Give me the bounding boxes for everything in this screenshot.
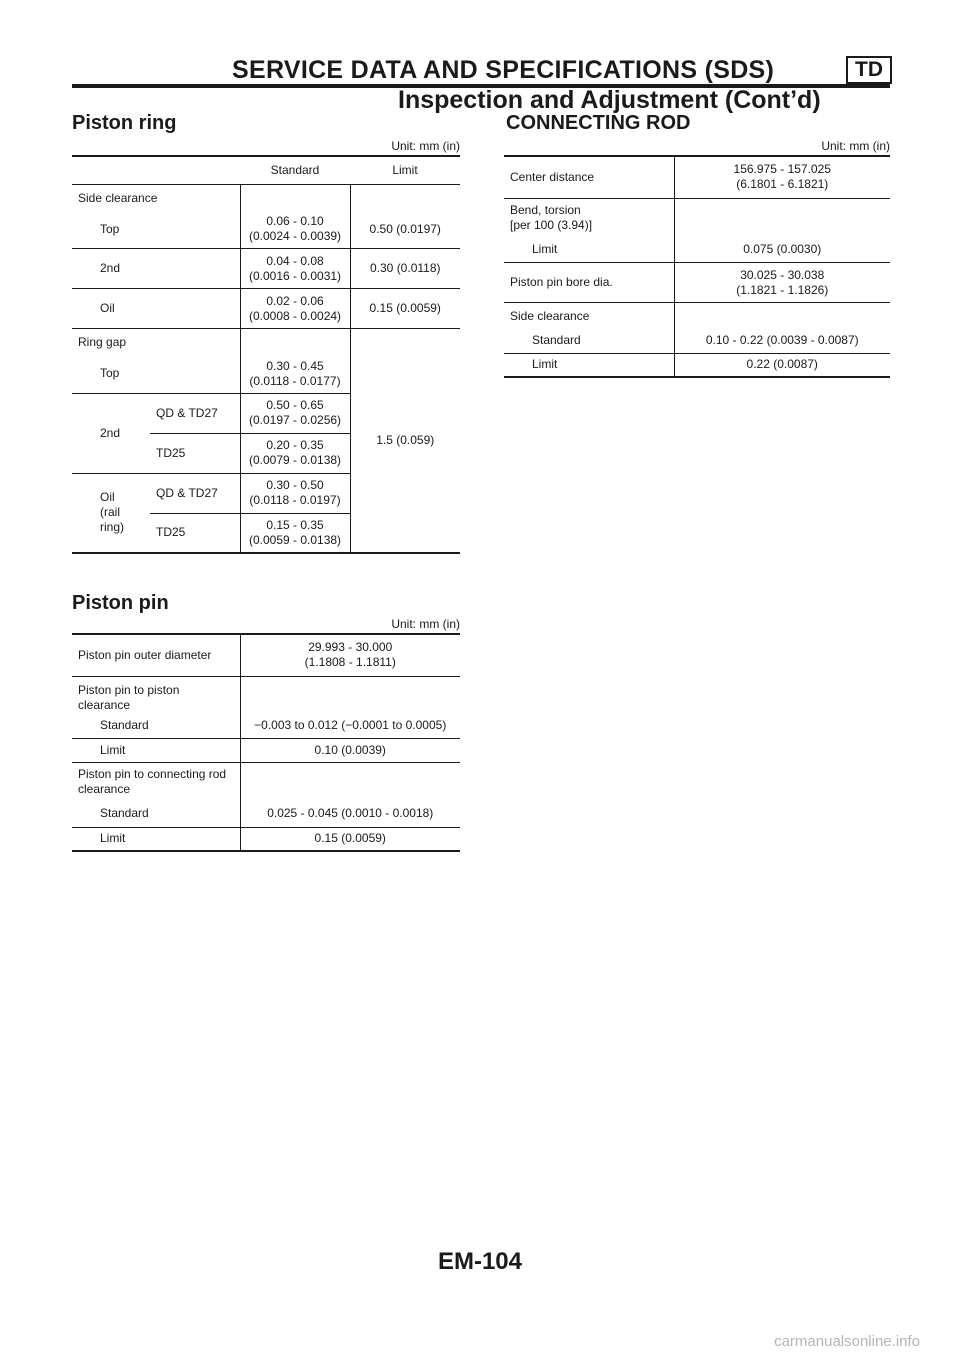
- side-top-limit: 0.50 (0.0197): [350, 211, 460, 249]
- gap-top-standard: 0.30 - 0.45 (0.0118 - 0.0177): [240, 355, 350, 393]
- side-oil-standard: 0.02 - 0.06 (0.0008 - 0.0024): [240, 289, 350, 329]
- bend-limit-label: Limit: [504, 237, 674, 263]
- col-standard: Standard: [240, 156, 350, 184]
- page-header-title: SERVICE DATA AND SPECIFICATIONS (SDS): [232, 56, 775, 84]
- gap-2nd-qd-label: QD & TD27: [150, 393, 240, 433]
- connecting-rod-table: [504, 155, 890, 378]
- pin-to-rod-limit-label: Limit: [72, 827, 240, 851]
- ring-gap-label: Ring gap: [78, 335, 127, 349]
- gap-top-label: Top: [72, 355, 240, 393]
- page-subtitle: Inspection and Adjustment (Cont’d): [398, 86, 821, 114]
- side-clearance-label: Side clearance: [78, 190, 158, 205]
- pin-to-piston-standard-value: −0.003 to 0.012 (−0.0001 to 0.0005): [240, 713, 460, 739]
- header-blank: [72, 156, 240, 184]
- rod-side-limit-value: 0.22 (0.0087): [674, 353, 890, 377]
- piston-pin-title: Piston pin: [72, 592, 169, 614]
- gap-2nd-label: 2nd: [72, 393, 150, 473]
- connecting-rod-title: CONNECTING ROD: [506, 112, 691, 134]
- side-oil-limit: 0.15 (0.0059): [350, 289, 460, 329]
- pin-outer-dia-label: Piston pin outer diameter: [72, 634, 240, 676]
- watermark: carmanualsonline.info: [774, 1333, 920, 1350]
- pin-to-rod-standard-label: Standard: [72, 801, 240, 827]
- piston-pin-unit: Unit: mm (in): [391, 617, 460, 631]
- side-top-standard: 0.06 - 0.10 (0.0024 - 0.0039): [240, 211, 350, 249]
- connecting-rod-unit: Unit: mm (in): [821, 139, 890, 153]
- gap-oil-qd-label: QD & TD27: [150, 473, 240, 513]
- pin-to-piston-limit-value: 0.10 (0.0039): [240, 739, 460, 763]
- gap-oil-label: Oil (rail ring): [72, 473, 150, 553]
- center-distance-label: Center distance: [504, 156, 674, 198]
- piston-ring-unit: Unit: mm (in): [391, 139, 460, 153]
- gap-2nd-qd-standard: 0.50 - 0.65 (0.0197 - 0.0256): [240, 393, 350, 433]
- piston-ring-title: Piston ring: [72, 112, 177, 134]
- pin-to-piston-limit-label: Limit: [72, 739, 240, 763]
- side-2nd-label: 2nd: [72, 249, 240, 289]
- rod-side-limit-label: Limit: [504, 353, 674, 377]
- side-2nd-standard: 0.04 - 0.08 (0.0016 - 0.0031): [240, 249, 350, 289]
- piston-ring-table: [72, 155, 460, 554]
- pin-to-rod-standard-value: 0.025 - 0.045 (0.0010 - 0.0018): [240, 801, 460, 827]
- bend-torsion-label: Bend, torsion [per 100 (3.94)]: [510, 202, 593, 232]
- page-number: EM-104: [437, 1248, 523, 1275]
- gap-oil-td25-label: TD25: [150, 513, 240, 553]
- side-top-label: Top: [72, 211, 240, 249]
- rod-side-standard-label: Standard: [504, 329, 674, 353]
- pin-outer-dia-value: 29.993 - 30.000 (1.1808 - 1.1811): [240, 634, 460, 676]
- pin-to-piston-standard-label: Standard: [72, 713, 240, 739]
- pin-bore-value: 30.025 - 30.038 (1.1821 - 1.1826): [674, 263, 890, 303]
- rod-side-clearance-label: Side clearance: [510, 309, 590, 323]
- side-2nd-limit: 0.30 (0.0118): [350, 249, 460, 289]
- gap-2nd-td25-standard: 0.20 - 0.35 (0.0079 - 0.0138): [240, 433, 350, 473]
- gap-2nd-td25-label: TD25: [150, 433, 240, 473]
- piston-pin-table: [72, 633, 460, 852]
- center-distance-value: 156.975 - 157.025 (6.1801 - 6.1821): [674, 156, 890, 198]
- pin-to-piston-label: Piston pin to piston clearance: [78, 682, 180, 712]
- rod-side-standard-value: 0.10 - 0.22 (0.0039 - 0.0087): [674, 329, 890, 353]
- side-oil-label: Oil: [72, 289, 240, 329]
- pin-to-rod-limit-value: 0.15 (0.0059): [240, 827, 460, 851]
- pin-to-rod-label: Piston pin to connecting rod clearance: [78, 767, 227, 796]
- gap-oil-td25-standard: 0.15 - 0.35 (0.0059 - 0.0138): [240, 513, 350, 553]
- gap-oil-qd-standard: 0.30 - 0.50 (0.0118 - 0.0197): [240, 473, 350, 513]
- pin-bore-label: Piston pin bore dia.: [504, 263, 674, 303]
- engine-badge: TD: [846, 56, 892, 84]
- col-limit: Limit: [350, 156, 460, 184]
- ring-gap-limit: 1.5 (0.059): [350, 329, 460, 554]
- bend-limit-value: 0.075 (0.0030): [674, 237, 890, 263]
